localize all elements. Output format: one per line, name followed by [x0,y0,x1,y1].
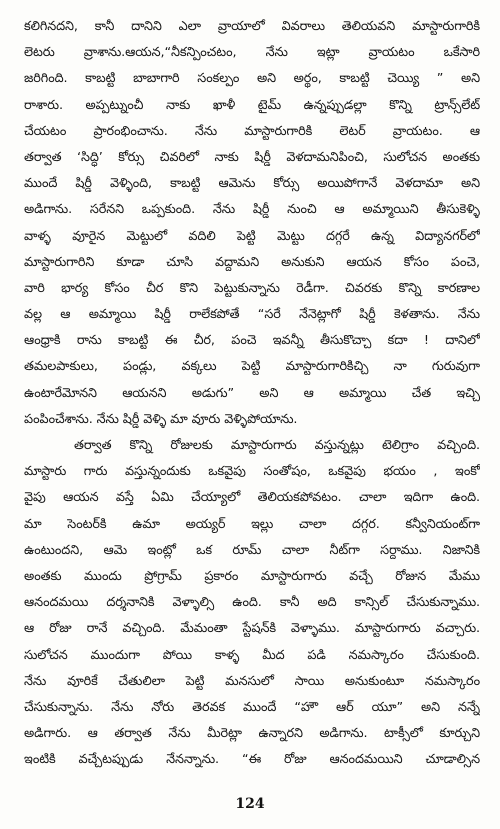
text-line: చేయటం ప్రారంభించాను. నేను మాస్టారుగారికి లెటర్ వ్రాయటం. ఆ [24,123,480,139]
text-line: రాశారు. అప్పట్నుంచీ నాకు ఖాళీ టైమ్ ఉన్నప్పుడల్లా కొన్ని ట్రాన్స్‌లేట్ [24,97,480,113]
text-line: ఆంధ్రాకి రాను కాబట్టి ఈ చీర, పంచె ఇవన్నీ తీసుకొచ్చా కదా ! దానిలో [24,333,480,349]
text-line: ఆనందమయి దర్శనానికి వెళ్ళాల్సి ఉంది. కానీ అది కాన్సిల్ చేసుకున్నాము. [24,595,480,611]
text-line: ముందే షిర్డీ వెళ్ళింది, కాబట్టి ఆమెను కోర్సు అయిపోగానే వెళదామా అని [24,176,480,192]
text-line: పంపించేశాను. నేను షిర్డీ వెళ్ళి మా వూరు వెళ్ళిపోయాను. [24,411,298,427]
text-line: సులోచన ముందుగా పోయి కాళ్ళ మీద పడి నమస్కారం చేసుకుంది. [24,647,480,663]
text-line: మాస్టారుగారిని కూడా చూసి వద్దామని అనుకుని ఆయన కోసం పంచె, [24,254,480,270]
text-line: అడిగాను. సరేనని ఒప్పకుంది. నేను షిర్డీ నుంచి ఆ అమ్మాయిని తీసుకెళ్ళి [24,202,480,218]
text-line: మాస్టారు గారు వస్తున్నందుకు ఒకవైపు సంతోషం, ఒకవైపు భయం , ఇంకో [24,464,480,480]
text-line: తర్వాత ‘సిద్ధి’ కోర్సు చివరిలో నాకు షిర్డీ వెళదామనిపించి, సులోచన అంతకు [24,149,480,165]
text-line: కలిగినదని, కానీ దానిని ఎలా వ్రాయాలో వివరాలు తెలియవని మాస్టారుగారికి [24,19,480,34]
text-line: జరిగింది. కాబట్టి బాబాగారి సంకల్పం అని అర్థం, కాబట్టి చెయ్యి ” అని [24,71,480,87]
text-line: ఇంటికి వచ్చేటప్పుడు నేనన్నాను. “ఈ రోజు ఆనందమయిని చూడాల్సిన [24,752,480,768]
text-line: నేను వూరికే చేతులిలా పెట్టి మనసులో సాయి అనుకుంటూ నమస్కారం [24,673,480,689]
text-line: అడిగారు. ఆ తర్వాత నేను మీరెట్లా ఉన్నారని అడిగాను. టాక్సీలో కూర్చుని [24,726,480,742]
text-line: వాళ్ళ వూరైన మెట్టులో వదిలి పెట్టి మెట్టు దగ్గరే ఉన్న విద్యానగర్‌లో [24,228,480,244]
text-line: తమలపాకులు, పండ్లు, వక్కలు పెట్టి మాస్టారుగారికిచ్చి నా గురువుగా [24,359,480,375]
text-line: ఆ రోజు రానే వచ్చింది. మేమంతా స్టేషన్‌కి వెళ్ళాము. మాస్టారుగారు వచ్చారు. [24,621,480,637]
body-text [24,14,480,773]
page-number: 124 [235,796,265,812]
text-line: మా సెంటర్‌కి ఉమా అయ్యర్ ఇల్లు చాలా దగ్గర. కన్వీనియంట్‌గా [24,516,480,532]
text-line: తర్వాత కొన్ని రోజులకు మాస్టారుగారు వస్తున్నట్లు టెలిగ్రాం వచ్చింది. [74,438,480,453]
text-line: లెటరు వ్రాశాను.ఆయన,“నీకన్పించటం, నేను ఇట్లా వ్రాయటం ఒకేసారి [24,45,480,61]
text-line: ఉంటారేమోనని ఆయనని అడుగు” అని ఆ అమ్మాయి చేత ఇచ్చి [24,385,480,401]
text-line: చేసుకున్నాను. నేను నోరు తెరవక ముందే “హౌ ఆర్ యూ” అని నన్నే [24,699,480,715]
text-line: ఉంటుందని, ఆమె ఇంట్లో ఒక రూమ్ చాలా నీట్‌గా సర్దాము. నిజానికి [24,542,480,558]
text-line: వారి భార్య కోసం చీర కొని పెట్టుకున్నాను రెడీగా. చివరకు కొన్ని కారణాల [24,280,480,296]
text-line: వైపు ఆయన వస్తే ఏమి చేయ్యాలో తెలియకపోవటం. చాలా ఇదిగా ఉంది. [24,490,480,506]
text-line: అంతకు ముందు ప్రోగ్రామ్ ప్రకారం మాస్టారుగారు వచ్చే రోజున మేము [24,568,480,584]
text-line: వల్ల ఆ అమ్మాయి షిర్డీ రాలేకపోతే “సరే నేనెట్లాగో షిర్డీ కెళతాను. నేను [24,307,480,323]
